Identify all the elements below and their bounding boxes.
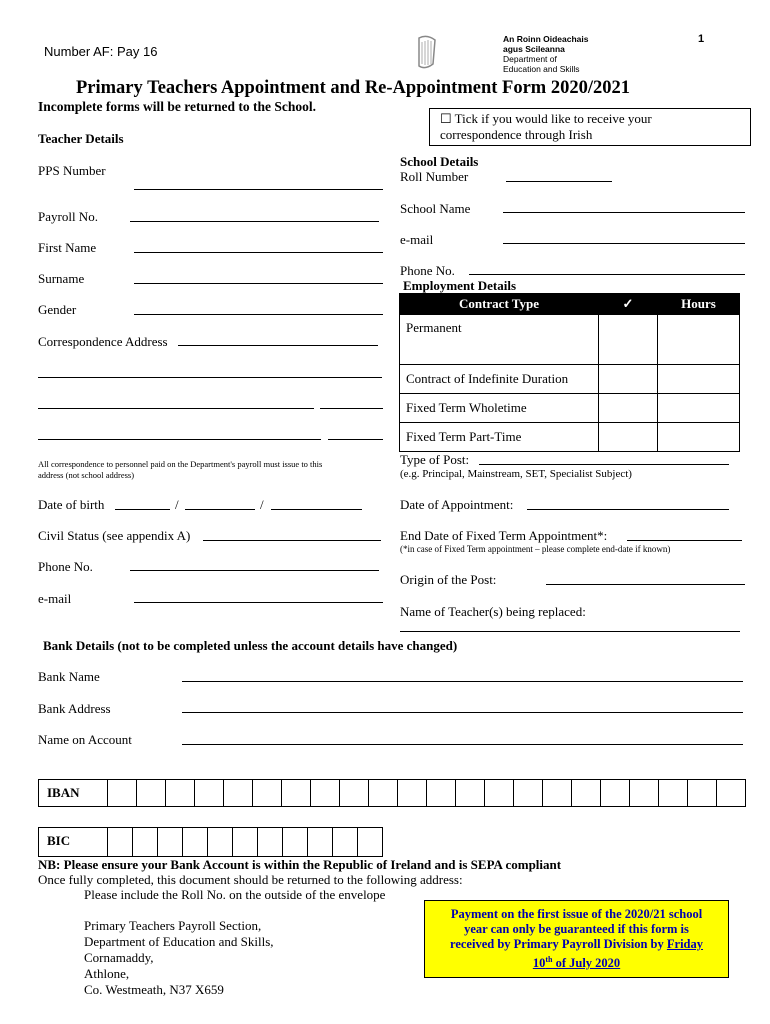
- date-appointment-field[interactable]: [527, 509, 729, 510]
- replaced-label: Name of Teacher(s) being replaced:: [400, 604, 586, 619]
- iban-box[interactable]: [687, 779, 717, 807]
- bic-box[interactable]: [257, 827, 283, 857]
- address-note-line2: address (not school address): [38, 470, 135, 480]
- payment-notice-deadline-day: Friday: [666, 937, 703, 951]
- return-address-line1: Primary Teachers Payroll Section,: [84, 918, 262, 933]
- hours-cell-permanent[interactable]: [658, 315, 740, 365]
- iban-box[interactable]: [339, 779, 369, 807]
- bic-box[interactable]: [132, 827, 158, 857]
- hours-header: Hours: [658, 294, 740, 315]
- contract-permanent: Permanent: [400, 315, 599, 365]
- payment-notice-line4: [425, 952, 728, 971]
- bank-name-label: Bank Name: [38, 669, 100, 684]
- end-date-field[interactable]: [627, 540, 742, 541]
- iban-box[interactable]: [600, 779, 630, 807]
- return-address-line2: Department of Education and Skills,: [84, 934, 274, 949]
- tick-cell-fixed-wholetime[interactable]: [599, 394, 658, 423]
- payment-notice-line1: Payment on the first issue of the 2020/21 school: [450, 907, 703, 921]
- iban-box[interactable]: [165, 779, 195, 807]
- page-title: Primary Teachers Appointment and Re-Appointment Form 2020/2021: [76, 78, 630, 98]
- iban-box[interactable]: [107, 779, 137, 807]
- payroll-field[interactable]: [130, 221, 379, 222]
- school-name-field[interactable]: [503, 212, 745, 213]
- bic-box[interactable]: [282, 827, 308, 857]
- iban-box[interactable]: [629, 779, 659, 807]
- employment-table: [399, 293, 740, 452]
- irish-option-label1: Tick if you would like to receive your: [454, 111, 652, 126]
- table-row: [400, 423, 740, 452]
- school-details-heading: School Details: [400, 154, 479, 169]
- type-of-post-example: (e.g. Principal, Mainstream, SET, Specialist Subject): [400, 468, 632, 480]
- address-label: Correspondence Address: [38, 334, 168, 349]
- return-address-line4: Athlone,: [84, 966, 130, 981]
- page-number: 1: [698, 33, 705, 45]
- payment-notice-date-suffix: th: [545, 955, 553, 964]
- employment-details-heading: Employment Details: [403, 278, 517, 293]
- address-note: [38, 459, 322, 481]
- iban-box[interactable]: [571, 779, 601, 807]
- bank-details-heading: Bank Details (not to be completed unless the account details have changed): [43, 638, 458, 653]
- payment-notice-line3-text: received by Primary Payroll Division by: [450, 937, 667, 951]
- end-date-label: End Date of Fixed Term Appointment*:: [400, 528, 608, 543]
- bank-address-field[interactable]: [182, 712, 743, 713]
- return-address-line5: Co. Westmeath, N37 X659: [84, 982, 224, 997]
- address-field-2[interactable]: [38, 377, 382, 378]
- tick-cell-cid[interactable]: [599, 365, 658, 394]
- bic-label: BIC: [38, 827, 108, 857]
- roll-number-instruction: Please include the Roll No. on the outside of the envelope: [84, 887, 386, 902]
- origin-label: Origin of the Post:: [400, 572, 497, 587]
- tick-cell-fixed-parttime[interactable]: [599, 423, 658, 452]
- return-address: [84, 918, 274, 998]
- dob-slash-2: /: [260, 497, 264, 512]
- department-logo-text: [503, 34, 589, 74]
- hours-cell-fixed-wholetime[interactable]: [658, 394, 740, 423]
- department-line1: An Roinn Oideachais: [503, 34, 589, 44]
- dob-day-field[interactable]: [115, 509, 170, 510]
- iban-box[interactable]: [484, 779, 514, 807]
- employment-table-header: [400, 294, 740, 315]
- origin-field[interactable]: [546, 584, 745, 585]
- payment-notice: [424, 900, 729, 978]
- sepa-note: NB: Please ensure your Bank Account is within the Republic of Ireland and is SEPA compliant: [38, 857, 562, 872]
- hours-cell-cid[interactable]: [658, 365, 740, 394]
- harp-emblem-icon: [413, 34, 439, 72]
- school-phone-label: Phone No.: [400, 263, 455, 278]
- bic-box[interactable]: [332, 827, 358, 857]
- iban-box[interactable]: [368, 779, 398, 807]
- payment-notice-month: of July 2020: [552, 956, 621, 971]
- contract-fixed-parttime: Fixed Term Part-Time: [400, 423, 599, 452]
- iban-box[interactable]: [426, 779, 456, 807]
- return-address-line3: Cornamaddy,: [84, 950, 154, 965]
- school-name-label: School Name: [400, 201, 471, 216]
- bank-address-label: Bank Address: [38, 701, 111, 716]
- irish-correspondence-option[interactable]: [429, 108, 751, 146]
- payment-notice-line3: [425, 937, 728, 952]
- payment-notice-date: 10: [532, 956, 546, 971]
- iban-box[interactable]: [223, 779, 253, 807]
- iban-box[interactable]: [252, 779, 282, 807]
- contract-fixed-wholetime: Fixed Term Wholetime: [400, 394, 599, 423]
- dob-month-field[interactable]: [185, 509, 255, 510]
- replaced-field[interactable]: [400, 631, 740, 632]
- account-name-label: Name on Account: [38, 732, 132, 747]
- checkbox-icon[interactable]: ☐: [440, 111, 452, 126]
- return-instruction: Once fully completed, this document should be returned to the following address:: [38, 872, 463, 887]
- table-row: [400, 394, 740, 423]
- department-line3: Department of: [503, 54, 557, 64]
- teacher-email-label: e-mail: [38, 591, 72, 606]
- address-field-4b[interactable]: [328, 439, 383, 440]
- iban-boxes: [38, 779, 746, 807]
- department-line4: Education and Skills: [503, 64, 580, 74]
- gender-field[interactable]: [134, 314, 383, 315]
- contract-cid: Contract of Indefinite Duration: [400, 365, 599, 394]
- iban-box[interactable]: [397, 779, 427, 807]
- school-phone-field[interactable]: [469, 274, 745, 275]
- roll-number-field[interactable]: [506, 181, 612, 182]
- page-subtitle: Incomplete forms will be returned to the School.: [38, 99, 316, 114]
- civil-status-label: Civil Status (see appendix A): [38, 528, 191, 543]
- contract-type-header: Contract Type: [400, 294, 599, 315]
- dob-slash-1: /: [175, 497, 179, 512]
- teacher-phone-field[interactable]: [130, 570, 379, 571]
- school-email-label: e-mail: [400, 232, 434, 247]
- department-line2: agus Scileanna: [503, 44, 565, 54]
- first-name-label: First Name: [38, 240, 97, 255]
- gender-label: Gender: [38, 302, 77, 317]
- bic-box[interactable]: [107, 827, 133, 857]
- first-name-field[interactable]: [134, 252, 383, 253]
- pps-field[interactable]: [134, 189, 383, 190]
- bank-name-field[interactable]: [182, 681, 743, 682]
- table-row: [400, 315, 740, 365]
- irish-option-label2: correspondence through Irish: [440, 127, 593, 142]
- iban-box[interactable]: [716, 779, 746, 807]
- iban-box[interactable]: [542, 779, 572, 807]
- teacher-phone-label: Phone No.: [38, 559, 93, 574]
- surname-field[interactable]: [134, 283, 383, 284]
- school-email-field[interactable]: [503, 243, 745, 244]
- teacher-email-field[interactable]: [134, 602, 383, 603]
- bic-box[interactable]: [157, 827, 183, 857]
- bic-box[interactable]: [307, 827, 333, 857]
- tick-cell-permanent[interactable]: [599, 315, 658, 365]
- form-number: Number AF: Pay 16: [44, 44, 158, 59]
- address-field-3a[interactable]: [38, 408, 314, 409]
- iban-box[interactable]: [310, 779, 340, 807]
- pps-label: PPS Number: [38, 163, 106, 178]
- teacher-details-heading: Teacher Details: [38, 131, 124, 146]
- iban-box[interactable]: [194, 779, 224, 807]
- surname-label: Surname: [38, 271, 85, 286]
- iban-box[interactable]: [136, 779, 166, 807]
- hours-cell-fixed-parttime[interactable]: [658, 423, 740, 452]
- iban-box[interactable]: [455, 779, 485, 807]
- roll-number-label: Roll Number: [400, 169, 469, 184]
- bic-box[interactable]: [357, 827, 383, 857]
- address-field-3b[interactable]: [320, 408, 383, 409]
- tick-header-icon: ✓: [599, 294, 658, 315]
- address-note-line1: All correspondence to personnel paid on the Department's payroll must issue to this: [38, 459, 323, 469]
- end-date-note: (*in case of Fixed Term appointment – please complete end-date if known): [400, 544, 671, 554]
- civil-status-field[interactable]: [203, 540, 381, 541]
- payment-notice-line2: year can only be guaranteed if this form is: [464, 922, 689, 936]
- iban-box[interactable]: [281, 779, 311, 807]
- payroll-label: Payroll No.: [38, 209, 98, 224]
- iban-box[interactable]: [513, 779, 543, 807]
- type-of-post-field[interactable]: [479, 464, 729, 465]
- iban-label: IBAN: [38, 779, 108, 807]
- address-field-4a[interactable]: [38, 439, 321, 440]
- account-name-field[interactable]: [182, 744, 743, 745]
- dob-year-field[interactable]: [271, 509, 362, 510]
- bic-boxes: [38, 827, 383, 857]
- address-field-1[interactable]: [178, 345, 378, 346]
- type-of-post-label: Type of Post:: [400, 452, 470, 467]
- bic-box[interactable]: [207, 827, 233, 857]
- iban-box[interactable]: [658, 779, 688, 807]
- bic-box[interactable]: [182, 827, 208, 857]
- dob-label: Date of birth: [38, 497, 105, 512]
- bic-box[interactable]: [232, 827, 258, 857]
- table-row: [400, 365, 740, 394]
- date-appointment-label: Date of Appointment:: [400, 497, 514, 512]
